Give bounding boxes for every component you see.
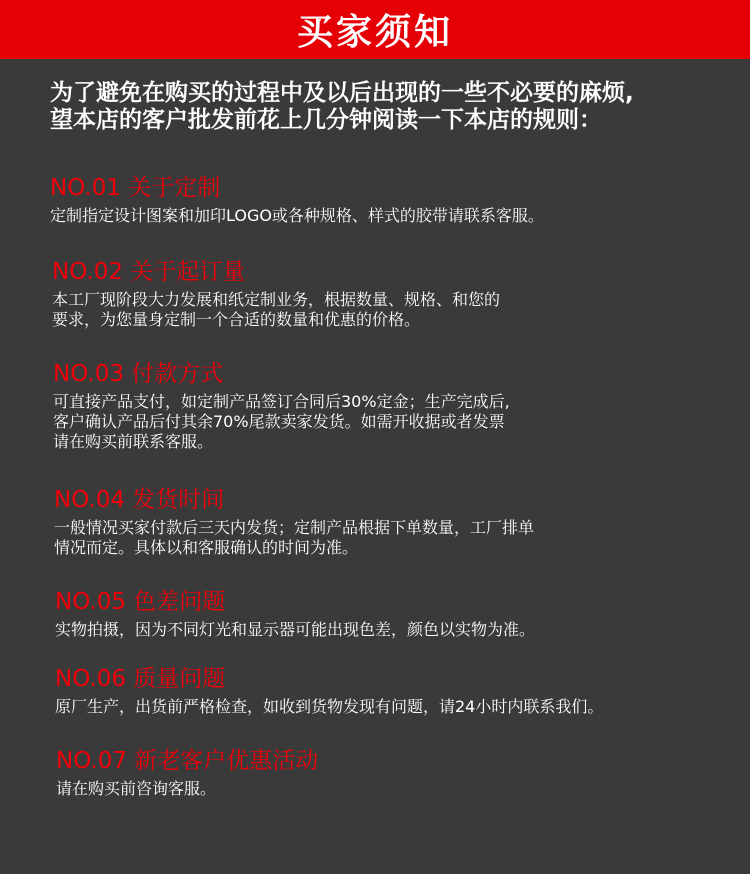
section-line: 要求，为您量身定制一个合适的数量和优惠的价格。 [52, 310, 421, 329]
section-quality [55, 665, 750, 717]
section-line: 请在购买前咨询客服。 [56, 779, 217, 798]
section-title: NO.05 色差问题 [55, 589, 226, 615]
section-line: 可直接产品支付，如定制产品签订合同后30%定金；生产完成后, [53, 392, 510, 411]
section-line: 一般情况买家付款后三天内发货；定制产品根据下单数量，工厂排单 [54, 518, 535, 537]
intro-line: 望本店的客户批发前花上几分钟阅读一下本店的规则： [50, 107, 602, 133]
page-title: 买家须知 [296, 12, 453, 53]
section-title: NO.01 关于定制 [50, 175, 221, 201]
section-line: 客户确认产品后付其余70%尾款卖家发货。如需开收据或者发票 [53, 412, 505, 431]
section-body [55, 697, 750, 717]
section-shipping [54, 486, 750, 558]
section-title: NO.02 关于起订量 [52, 259, 246, 285]
section-body [50, 206, 750, 226]
section-line: 请在购买前联系客服。 [53, 432, 214, 451]
intro-line: 为了避免在购买的过程中及以后出现的一些不必要的麻烦, [50, 80, 634, 106]
section-moq [52, 258, 750, 330]
section-line: 原厂生产，出货前严格检查，如收到货物发现有问题，请24小时内联系我们。 [55, 697, 604, 716]
section-body [54, 518, 750, 558]
section-line: 实物拍摄，因为不同灯光和显示器可能出现色差，颜色以实物为准。 [55, 620, 536, 639]
section-line: 情况而定。具体以和客服确认的时间为准。 [54, 538, 359, 557]
section-title: NO.06 质量问题 [55, 666, 226, 692]
section-body [55, 620, 750, 640]
section-title: NO.03 付款方式 [53, 361, 224, 387]
section-body [56, 779, 750, 799]
section-custom [50, 174, 750, 226]
section-line: 定制指定设计图案和加印LOGO或各种规格、样式的胶带请联系客服。 [50, 206, 544, 225]
section-payment [53, 360, 750, 452]
section-line: 本工厂现阶段大力发展和纸定制业务，根据数量、规格、和您的 [52, 290, 501, 309]
section-body [53, 392, 750, 452]
section-color-difference [55, 588, 750, 640]
section-title: NO.04 发货时间 [54, 487, 225, 513]
section-promotion [56, 747, 750, 799]
section-title: NO.07 新老客户优惠活动 [56, 748, 319, 774]
section-body [52, 290, 750, 330]
intro-text [50, 80, 740, 134]
header-banner [0, 0, 750, 59]
